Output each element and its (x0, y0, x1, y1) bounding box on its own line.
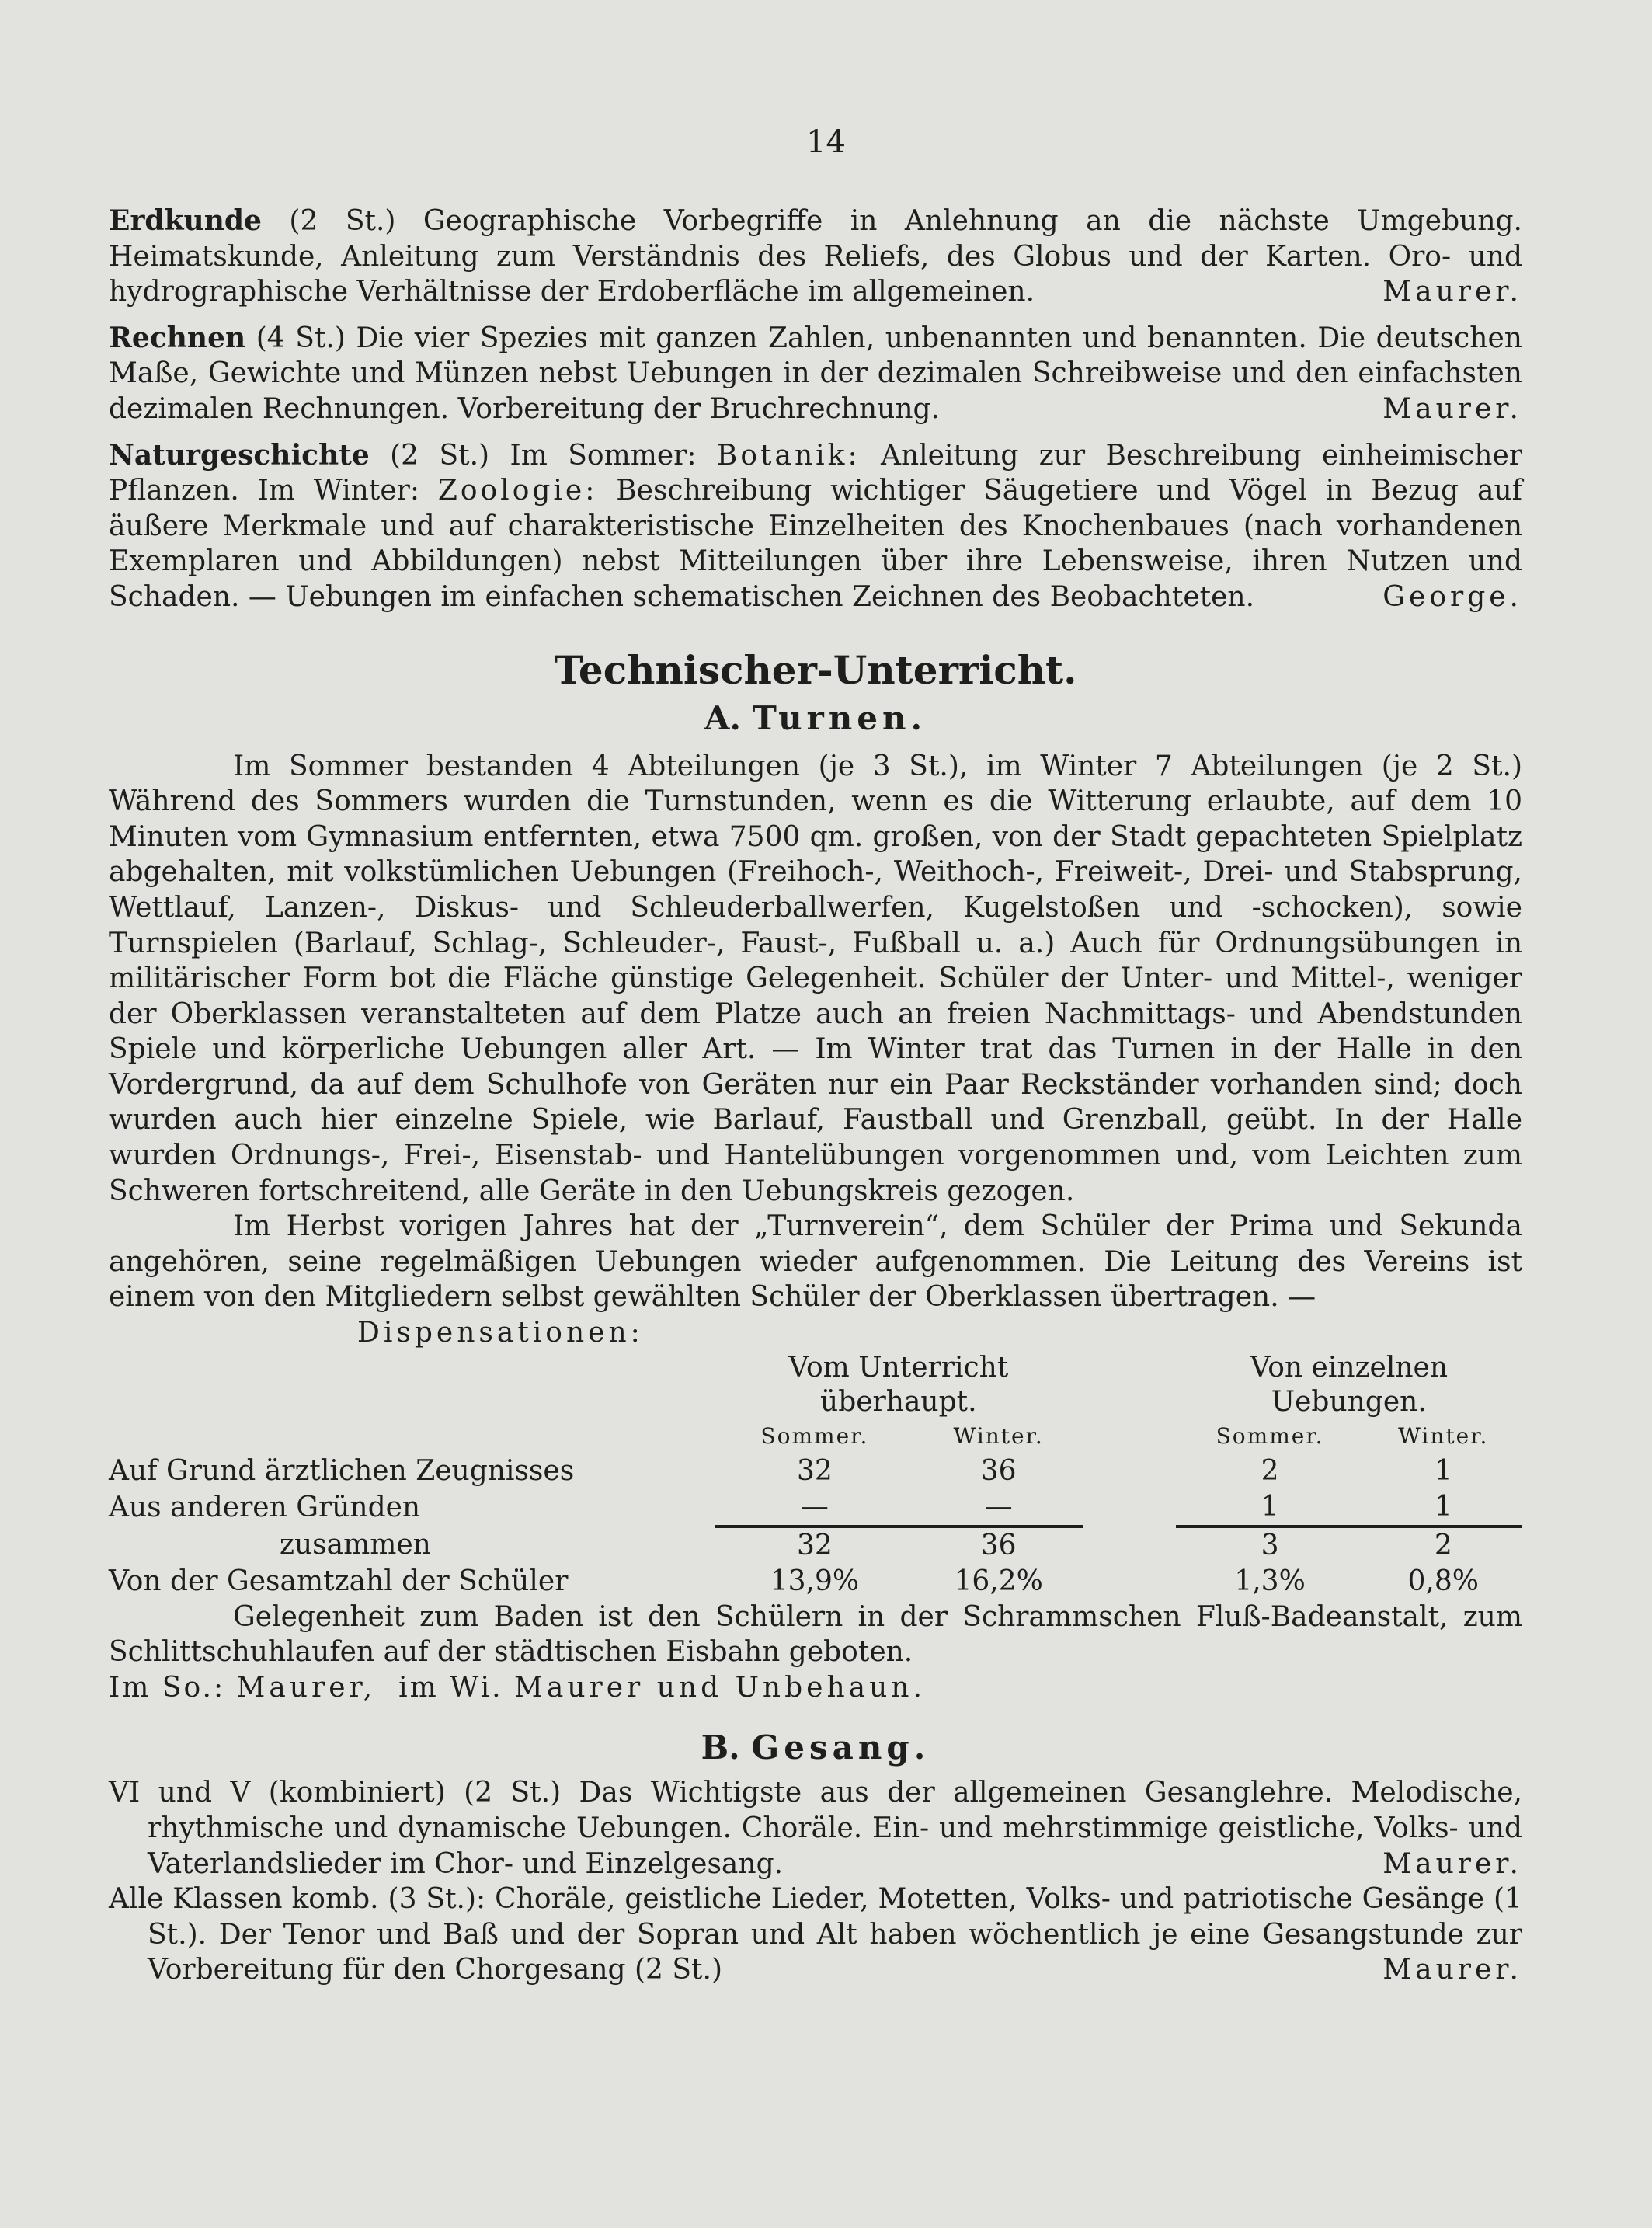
so-name: Maurer, (236, 1671, 377, 1704)
row-label: Von der Gesamtzahl der Schüler (109, 1565, 569, 1597)
section-b-title: Gesang. (751, 1728, 930, 1767)
gesang-paragraph-2 (109, 1882, 1522, 1988)
gesang-teacher-2: Maurer. (1382, 1954, 1522, 1986)
naturgeschichte-heading: Naturgeschichte (109, 438, 370, 472)
table-row (109, 1489, 1522, 1527)
section-b-heading (109, 1727, 1522, 1769)
botanik-label: Botanik: (716, 439, 861, 472)
table-cell: 13,9% (770, 1565, 860, 1597)
gesang-text-1: VI und V (kombiniert) (2 St.) Das Wichtigste aus der allgemeinen Gesanglehre. Melodische, rhythmische und dynamische Uebungen. Choräle. Ein- und mehrstimmige geistliche, Volks- und Vaterlandslieder im Chor- und Einzelgesang. (109, 1777, 1522, 1880)
table-cell: 16,2% (954, 1565, 1043, 1597)
table-sum-row (109, 1527, 1522, 1564)
table-cell: 36 (980, 1454, 1017, 1487)
table-cell: 0,8% (1407, 1565, 1479, 1597)
table-cell: 32 (796, 1454, 833, 1487)
table-cell: 36 (915, 1527, 1083, 1564)
page-content (109, 204, 1522, 1988)
table-cell: — (800, 1490, 829, 1523)
rechnen-paragraph (109, 321, 1522, 427)
section-a-heading (109, 698, 1522, 740)
section-title: Technischer-Unterricht. (554, 646, 1077, 693)
col-sommer-2: Sommer. (1216, 1422, 1324, 1449)
section-a-letter: A. (704, 698, 742, 737)
table-cell: 3 (1176, 1527, 1365, 1564)
dispensationen-title: Dispensationen: (357, 1317, 644, 1349)
col-winter-2: Winter. (1398, 1422, 1489, 1449)
table-group-header (109, 1351, 1522, 1419)
erdkunde-paragraph (109, 204, 1522, 310)
erdkunde-heading: Erdkunde (109, 204, 262, 237)
table-cell: 1 (1261, 1490, 1279, 1523)
naturgeschichte-text-c: Beschreibung wichtiger Säugetiere und Vögel in Bezug auf äußere Merkmale und auf charakteristische Einzelheiten des Knochenbaues (nach vorhandenen Exemplaren und Abbildungen) nebst Mitteilungen über ihre Lebensweise, ihren Nutzen und Schaden. — Uebungen im einfachen schematischen Zeichnen des Beobachteten. (109, 475, 1522, 613)
group-unterricht-header: Vom Unterricht überhaupt. (788, 1351, 1009, 1418)
table-row (109, 1564, 1522, 1600)
section-b-letter: B. (701, 1728, 740, 1767)
row-label: Aus anderen Gründen (109, 1491, 421, 1523)
turnen-paragraph-2: Im Herbst vorigen Jahres hat der „Turnverein“, dem Schüler der Prima und Sekunda angehören, seine regelmäßigen Uebungen wieder aufgenommen. Die Leitung des Vereins ist einem von den Mitgliedern selbst gewählten Schüler der Oberklassen übertragen. — (109, 1210, 1522, 1314)
gesang-paragraph-1 (109, 1775, 1522, 1882)
baden-paragraph: Gelegenheit zum Baden ist den Schülern in der Schrammschen Fluß-Badeanstalt, zum Schlittschuhlaufen auf der städtischen Eisbahn geboten. (109, 1600, 1522, 1669)
table-cell: 1 (1434, 1490, 1452, 1523)
table-season-header (109, 1419, 1522, 1453)
naturgeschichte-teacher: George. (1382, 580, 1522, 613)
rechnen-heading: Rechnen (109, 321, 246, 354)
wi-names: Maurer und Unbehaun. (514, 1671, 926, 1704)
turnen-teachers (109, 1670, 1522, 1706)
table-cell: — (984, 1490, 1013, 1523)
gesang-teacher-1: Maurer. (1382, 1847, 1522, 1880)
table-cell: 32 (715, 1527, 915, 1564)
group-uebungen-header: Von einzelnen Uebungen. (1250, 1351, 1449, 1418)
naturgeschichte-text-a: (2 St.) Im Sommer: (390, 439, 697, 472)
page-number: 14 (806, 124, 846, 160)
section-a-title: Turnen. (752, 698, 927, 737)
rechnen-teacher: Maurer. (1382, 392, 1522, 425)
table-cell: 2 (1365, 1527, 1522, 1564)
table-cell: 1,3% (1234, 1565, 1306, 1597)
erdkunde-text: (2 St.) Geographische Vorbegriffe in Anlehnung an die nächste Umgebung. Heimatskunde, Anleitung zum Verständnis des Reliefs, des Globus und der Karten. Oro- und hydrographische Verhältnisse der Erdoberfläche im allgemeinen. (109, 205, 1522, 308)
row-label: zusammen (280, 1528, 431, 1561)
naturgeschichte-text-b: Anleitung zur Beschreibung einheimischer Pflanzen. Im Winter: (109, 439, 1522, 507)
col-winter-1: Winter. (953, 1422, 1044, 1449)
erdkunde-teacher: Maurer. (1382, 276, 1522, 308)
dispensationen-table (109, 1351, 1522, 1600)
table-cell: 2 (1261, 1454, 1279, 1487)
gesang-text-2: Alle Klassen komb. (3 St.): Choräle, geistliche Lieder, Motetten, Volks- und patriotische Gesänge (1 St.). Der Tenor und Baß und der Sopran und Alt haben wöchentlich je eine Gesangstunde zur Vorbereitung für den Chorgesang (2 St.) (109, 1883, 1522, 1986)
table-cell: 1 (1434, 1454, 1452, 1487)
wi-label: im Wi. (398, 1671, 503, 1704)
col-sommer-1: Sommer. (760, 1422, 869, 1449)
row-label: Auf Grund ärztlichen Zeugnisses (109, 1454, 575, 1487)
so-label: Im So.: (109, 1671, 226, 1704)
rechnen-text: (4 St.) Die vier Spezies mit ganzen Zahlen, unbenannten und benannten. Die deutschen Maße, Gewichte und Münzen nebst Uebungen in der dezimalen Schreibweise und den einfachsten dezimalen Rechnungen. Vorbereitung der Bruchrechnung. (109, 322, 1522, 425)
turnen-paragraph-1: Im Sommer bestanden 4 Abteilungen (je 3 St.), im Winter 7 Abteilungen (je 2 St.) Während des Sommers wurden die Turnstunden, wenn es die Witterung erlaubte, auf dem 10 Minuten vom Gymnasium entfernten, etwa 7500 qm. großen, von der Stadt gepachteten Spielplatz abgehalten, mit volkstümlichen Uebungen (Freihoch-, Weithoch-, Freiweit-, Drei- und Stabsprung, Wettlauf, Lanzen-, Diskus- und Schleuderballwerfen, Kugelstoßen und -schocken), sowie Turnspielen (Barlauf, Schlag-, Schleuder-, Faust-, Fußball u. a.) Auch für Ordnungsübungen in militärischer Form bot die Fläche günstige Gelegenheit. Schüler der Unter- und Mittel-, weniger der Oberklassen veranstalteten auf dem Platze auch an freien Nachmittags- und Abendstunden Spiele und körperliche Uebungen aller Art. — Im Winter trat das Turnen in der Halle in den Vordergrund, da auf dem Schulhofe von Geräten nur ein Paar Reckständer vorhanden sind; doch wurden auch hier einzelne Spiele, wie Barlauf, Faustball und Grenzball, geübt. In der Halle wurden Ordnungs-, Frei-, Eisenstab- und Hantelübungen vorgenommen und, vom Leichten zum Schweren fortschreitend, alle Geräte in den Uebungskreis gezogen. (109, 750, 1522, 1207)
zoologie-label: Zoologie: (437, 475, 598, 507)
naturgeschichte-paragraph (109, 438, 1522, 615)
table-row (109, 1453, 1522, 1489)
